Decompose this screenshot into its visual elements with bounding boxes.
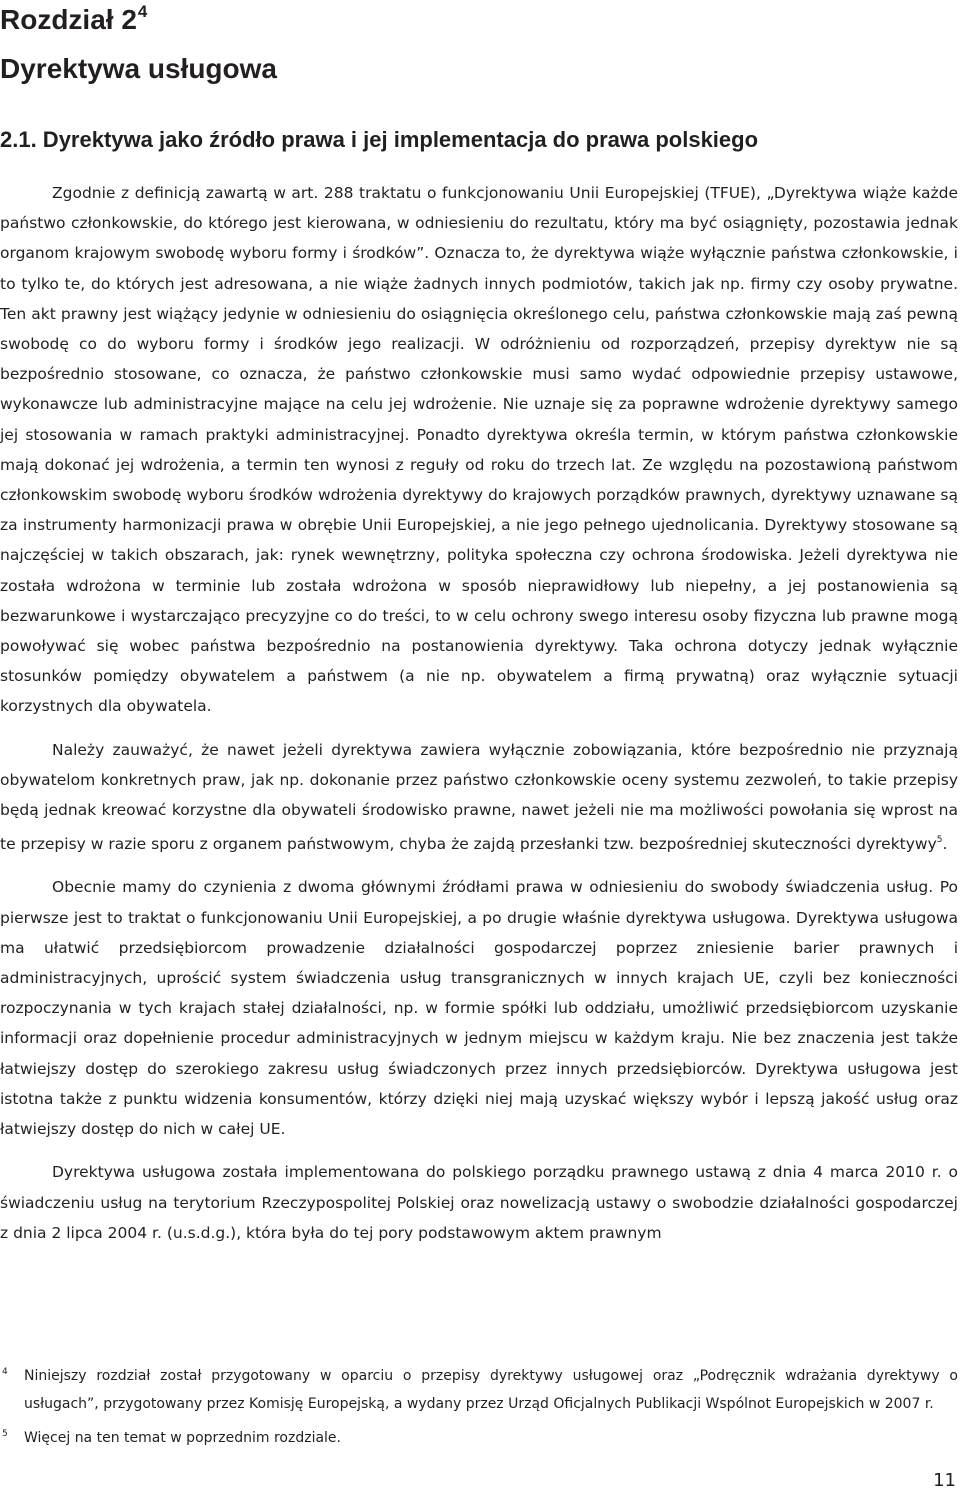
- paragraph-2-tail: .: [942, 835, 948, 854]
- chapter-label-text: Rozdział 2: [0, 4, 137, 35]
- chapter-title: Dyrektywa usługowa: [0, 53, 277, 84]
- footnote-4: [0, 1362, 958, 1418]
- footnote-5: [0, 1424, 958, 1452]
- footnotes: [0, 1362, 958, 1452]
- footnote-number: 4: [2, 1367, 8, 1377]
- chapter-label: [0, 2, 147, 36]
- paragraph-3: Obecnie mamy do czynienia z dwoma głównymi źródłami prawa w odniesieniu do swobody świadczenia usług. Po pierwsze jest to traktat o funkcjonowaniu Unii Europejskiej, a po drugie właśnie dyrektywa usługowa. Dyrektywa usługowa ma ułatwić przedsiębiorcom prowadzenie działalności gospodarczej poprzez zniesienie barier prawnych i administracyjnych, uprościć system świadczenia usług transgranicznych w innych krajach UE, czyli bez konieczności rozpoczynania w tych krajach stałej działalności, np. w formie spółki lub oddziału, umożliwić przedsiębiorcom uzyskanie informacji oraz dopełnienie procedur administracyjnych w jednym miejscu w każdym kraju. Nie bez znaczenia jest także łatwiejszy dostęp do szerokiego zakresu usług świadczonych przez innych przedsiębiorców. Dyrektywa usługowa jest istotna także z punktu widzenia konsumentów, którzy dzięki niej mają uzyskać większy wybór i lepszą jakość usług oraz łatwiejszy dostęp do nich w całej UE.: [0, 878, 958, 1139]
- footnote-number: 5: [2, 1429, 8, 1439]
- paragraph-2-text: Należy zauważyć, że nawet jeżeli dyrektywa zawiera wyłącznie zobowiązania, które bezpośrednio nie przyznają obywatelom konkretnych praw, jak np. dokonanie przez państwo członkowskie oceny systemu zezwoleń, to takie przepisy będą jednak kreować korzystne dla obywateli środowisko prawne, nawet jeżeli nie ma możliwości powołania się wprost na te przepisy w razie sporu z organem państwowym, chyba że zajdą przesłanki tzw. bezpośredniej skuteczności dyrektywy: [0, 740, 958, 854]
- paragraph-4: Dyrektywa usługowa została implementowana do polskiego porządku prawnego ustawą z dnia 4 marca 2010 r. o świadczeniu usług na terytorium Rzeczypospolitej Polskiej oraz nowelizacją ustawy o swobodzie działalności gospodarczej z dnia 2 lipca 2004 r. (u.s.d.g.), która była do tej pory podstawowym aktem prawnym: [0, 1163, 958, 1242]
- paragraph-1: Zgodnie z definicją zawartą w art. 288 traktatu o funkcjonowaniu Unii Europejskiej (TFUE), „Dyrektywa wiąże każde państwo członkowskie, do którego jest kierowana, w odniesieniu do rezultatu, który ma być osiągnięty, pozostawia jednak organom krajowym swobodę wyboru formy i środków”. Oznacza to, że dyrektywa wiąże wyłącznie państwa członkowskie, i to tylko te, do których jest adresowana, a nie wiąże żadnych innych podmiotów, takich jak np. firmy czy osoby prywatne. Ten akt prawny jest wiążący jedynie w odniesieniu do osiągnięcia określonego celu, państwa członkowskie mają zaś pewną swobodę co do wyboru formy i środków jego realizacji. W odróżnieniu od rozporządzeń, przepisy dyrektyw nie są bezpośrednio stosowane, co oznacza, że państwo członkowskie musi samo wydać odpowiednie przepisy ustawowe, wykonawcze lub administracyjne mające na celu jej wdrożenie. Nie uznaje się za poprawne wdrożenie dyrektywy samego jej stosowania w ramach praktyki administracyjnej. Ponadto dyrektywa określa termin, w którym państwa członkowskie mają dokonać jej wdrożenia, a termin ten wynosi z reguły od roku do trzech lat. Ze względu na pozostawioną państwom członkowskim swobodę wyboru środków wdrożenia dyrektywy do krajowych porządków prawnych, dyrektywy uznawane są za instrumenty harmonizacji prawa w obrębie Unii Europejskiej, a nie jego pełnego ujednolicania. Dyrektywy stosowane są najczęściej w takich obszarach, jak: rynek wewnętrzny, polityka społeczna czy ochrona środowiska. Jeżeli dyrektywa nie została wdrożona w terminie lub została wdrożona w sposób nieprawidłowy lub niepełny, a jej postanowienia są bezwarunkowe i wystarczająco precyzyjne co do treści, to w celu ochrony swego interesu osoby fizyczna lub prawne mogą powoływać się wobec państwa bezpośrednio na postanowienia dyrektywy. Taka ochrona dotyczy jednak wyłącznie stosunków pomiędzy obywatelem a państwem (a nie np. obywatelem a firmą prywatną) oraz wyłącznie sytuacji korzystnych dla obywatela.: [0, 184, 958, 716]
- footnote-ref-5: 5: [936, 835, 943, 846]
- section-heading: 2.1. Dyrektywa jako źródło prawa i jej implementacja do prawa polskiego: [0, 127, 759, 152]
- footnote-text: Niniejszy rozdział został przygotowany w oparciu o przepisy dyrektywy usługowej oraz „Podręcznik wdrażania dyrektywy o usługach”, przygotowany przez Komisję Europejską, a wydany przez Urząd Oficjalnych Publikacji Wspólnot Europejskich w 2007 r.: [24, 1368, 958, 1412]
- page-number: 11: [933, 1470, 956, 1491]
- paragraph-2: [0, 735, 958, 860]
- body-text: [0, 178, 958, 1248]
- footnote-ref-4: 4: [137, 2, 148, 21]
- footnote-text: Więcej na ten temat w poprzednim rozdziale.: [24, 1430, 341, 1446]
